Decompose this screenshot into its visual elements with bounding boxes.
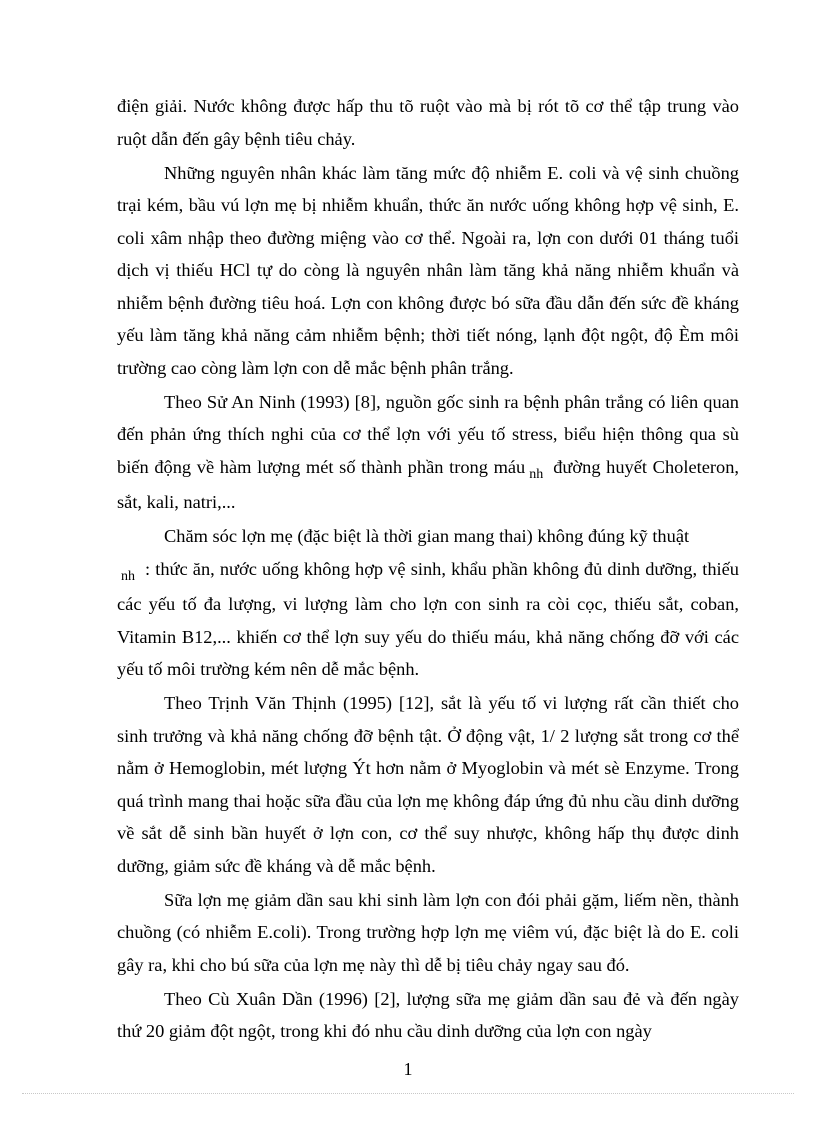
paragraph-2: Những nguyên nhân khác làm tăng mức độ nhiễm E. coli và vệ sinh chuồng trại kém, bầu vú lợn mẹ bị nhiễm khuẩn, thức ăn nước uống không hợp vệ sinh, E. coli xâm nhập theo đường miệng vào cơ thể. Ngoài ra, lợn con dưới 01 tháng tuổi dịch vị thiếu HCl tự do còng là nguyên nhân làm tăng khả năng nhiễm khuẩn và nhiễm bệnh đường tiêu hoá. Lợn con không được bó sữa đầu dẫn đến sức đề kháng yếu làm tăng khả năng cảm nhiễm bệnh; thời tiết nóng, lạnh đột ngột, độ Èm môi trường cao còng làm lợn con dễ mắc bệnh phân trắng. bbox=[117, 162, 739, 378]
paragraph-3-text-b: đường huyết Choleteron, sắt, kali, natri,... bbox=[117, 456, 739, 512]
footer-divider bbox=[22, 1093, 794, 1094]
page-number: 1 bbox=[403, 1059, 413, 1079]
paragraph-4 bbox=[117, 520, 739, 686]
body-text bbox=[117, 90, 739, 1049]
paragraph-1: điện giải. Nước không được hấp thu tõ ruột vào mà bị rót tõ cơ thể tập trung vào ruột dẫn đến gây bệnh tiêu chảy. bbox=[117, 96, 739, 149]
paragraph-7: Theo Cù Xuân Dần (1996) [2], lượng sữa mẹ giảm dần sau đẻ và đến ngày thứ 20 giảm đột ngột, trong khi đó nhu cầu dinh dưỡng của lợn con ngày bbox=[117, 988, 739, 1041]
paragraph-4-subscript: nh bbox=[121, 568, 135, 584]
paragraph-5: Theo Trịnh Văn Thịnh (1995) [12], sắt là yếu tố vi lượng rất cần thiết cho sinh trưởng và khả năng chống đỡ bệnh tật. Ở động vật, 1/ 2 lượng sắt trong cơ thể nằm ở Hemoglobin, mét lượng Ýt hơn nằm ở Myoglobin và mét sè Enzyme. Trong quá trình mang thai hoặc sữa đầu của lợn mẹ không đáp ứng đủ nhu cầu dinh dưỡng về sắt dễ sinh bần huyết ở lợn con, cơ thể suy nhược, không hấp thụ được dinh dưỡng, giảm sức đề kháng và dễ mắc bệnh. bbox=[117, 693, 739, 876]
paragraph-4-text-a: Chăm sóc lợn mẹ (đặc biệt là thời gian mang thai) không đúng kỹ thuật bbox=[164, 526, 690, 546]
paragraph-3-text-a: Theo Sử An Ninh (1993) [8], nguồn gốc sinh ra bệnh phân trắng có liên quan đến phản ứng thích nghi của cơ thể lợn với yếu tố stress, biểu hiện thông qua sù biến động về hàm lượng mét số thành phần trong máu bbox=[117, 391, 739, 477]
paragraph-6: Sữa lợn mẹ giảm dần sau khi sinh làm lợn con đói phải gặm, liếm nền, thành chuồng (có nhiễm E.coli). Trong trường hợp lợn mẹ viêm vú, đặc biệt là do E. coli gây ra, khi cho bú sữa của lợn mẹ này thì dễ bị tiêu chảy ngay sau đó. bbox=[117, 889, 739, 975]
paragraph-3-subscript: nh bbox=[529, 466, 544, 482]
paragraph-4-text-b: : thức ăn, nước uống không hợp vệ sinh, khẩu phần không đủ dinh dưỡng, thiếu các yếu tố đa lượng, vi lượng làm cho lợn con sinh ra còi cọc, thiếu sắt, coban, Vitamin B12,... khiến cơ thể lợn suy yếu do thiếu máu, khả năng chống đỡ với các yếu tố môi trường kém nên dễ mắc bệnh. bbox=[117, 558, 739, 679]
paragraph-3 bbox=[117, 386, 739, 519]
